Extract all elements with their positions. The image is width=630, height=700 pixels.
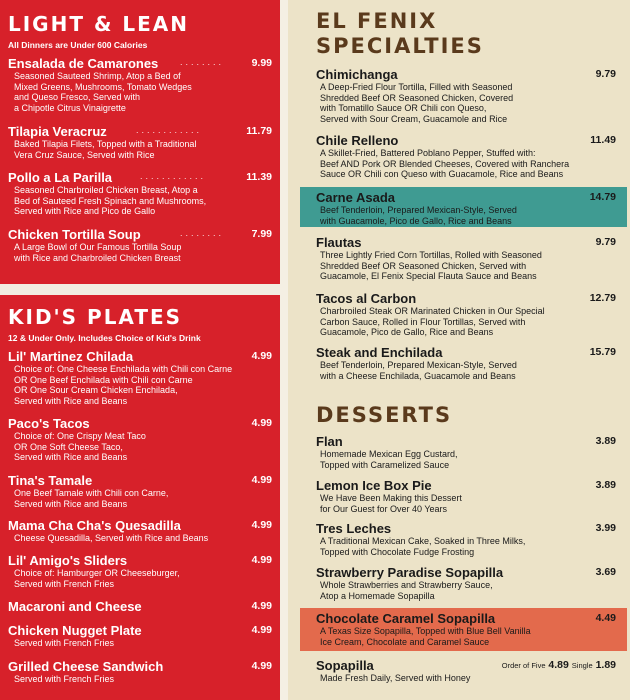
item-price: 4.99	[251, 417, 272, 429]
item-name: Mama Cha Cha's Quesadilla	[8, 518, 181, 533]
item-price: 11.79	[246, 125, 272, 137]
item-price: 14.79	[589, 191, 616, 203]
item-price: 11.49	[590, 134, 616, 146]
desserts-title: DESSERTS	[316, 403, 453, 427]
item-desc: Whole Strawberries and Strawberry Sauce, Atop a Homemade Sopapilla	[320, 580, 493, 601]
menu-item[interactable]	[8, 227, 272, 263]
item-desc: A Traditional Mexican Cake, Soaked in Three Milks, Topped with Chocolate Fudge Frosting	[320, 536, 526, 557]
item-name: Macaroni and Cheese	[8, 599, 142, 614]
item-price: 4.99	[251, 600, 272, 612]
item-price: 12.79	[589, 292, 616, 304]
single-label: Single	[571, 661, 593, 670]
item-desc: Three Lightly Fried Corn Tortillas, Rolled with Seasoned Shredded Beef OR Seasoned Chicken, Served with Guacamole, El Fenix Special Flauta Sauce and Beans	[320, 250, 542, 282]
item-price: 4.99	[251, 519, 272, 531]
item-desc: We Have Been Making this Dessert for Our Guest for Over 40 Years	[320, 493, 462, 514]
menu-item[interactable]	[8, 170, 272, 217]
leader-dots: ........	[180, 228, 225, 238]
item-price: 9.79	[595, 68, 616, 80]
item-price: 3.69	[595, 566, 616, 578]
item-desc: Made Fresh Daily, Served with Honey	[320, 673, 471, 683]
light-lean-title: LIGHT & LEAN	[8, 12, 189, 36]
menu-item[interactable]	[8, 659, 272, 685]
menu-item[interactable]	[8, 518, 272, 544]
item-name: Tilapia Veracruz	[8, 124, 107, 139]
item-price: 11.39	[246, 171, 272, 183]
item-name: Pollo a La Parilla	[8, 170, 113, 185]
item-desc: Choice of: One Crispy Meat Taco OR One Soft Cheese Taco, Served with Rice and Beans	[14, 431, 146, 463]
item-name: Grilled Cheese Sandwich	[8, 659, 164, 674]
specialties-title-line1: EL FENIX	[316, 9, 438, 33]
item-name: Lil' Martinez Chilada	[8, 349, 134, 364]
item-name: Chocolate Caramel Sopapilla	[316, 611, 496, 626]
item-name: Flautas	[316, 235, 362, 250]
item-name: Steak and Enchilada	[316, 345, 443, 360]
menu-item[interactable]	[8, 349, 272, 407]
item-name: Lil' Amigo's Sliders	[8, 553, 128, 568]
menu-item[interactable]	[8, 553, 272, 589]
item-desc: Choice of: One Cheese Enchilada with Chili con Carne OR One Beef Enchilada with Chili con Carne OR One Sour Cream Chicken Enchilada, Served with Rice and Beans	[14, 364, 233, 407]
leader-dots: ............	[140, 171, 207, 181]
item-desc: Baked Tilapia Filets, Topped with a Traditional Vera Cruz Sauce, Served with Rice	[14, 139, 197, 160]
item-desc: Served with French Fries	[14, 674, 115, 684]
item-price: 7.99	[251, 228, 272, 240]
item-price: 15.79	[589, 346, 616, 358]
kids-plates-title: KID'S PLATES	[8, 305, 183, 329]
item-desc: Homemade Mexican Egg Custard, Topped with Caramelized Sauce	[320, 449, 458, 470]
item-price: 4.99	[251, 350, 272, 362]
item-desc: A Texas Size Sopapilla, Topped with Blue Bell Vanilla Ice Cream, Chocolate and Caramel Sauce	[320, 626, 531, 647]
item-name: Tacos al Carbon	[316, 291, 417, 306]
leader-dots: ........	[180, 57, 225, 67]
item-desc: A Deep-Fried Flour Tortilla, Filled with Seasoned Shredded Beef OR Seasoned Chicken, Covered with Tomatillo Sauce OR Chili con Queso, Served with Sour Cream, Guacamole and Rice	[320, 82, 514, 125]
menu-item[interactable]	[316, 434, 616, 470]
item-price: 9.99	[251, 57, 272, 69]
item-name: Chicken Tortilla Soup	[8, 227, 141, 242]
item-price: 4.99	[251, 624, 272, 636]
item-name: Chicken Nugget Plate	[8, 623, 142, 638]
single-price: 1.89	[595, 659, 616, 671]
column-divider	[280, 0, 288, 700]
item-name: Chimichanga	[316, 67, 398, 82]
item-desc: A Large Bowl of Our Famous Tortilla Soup with Rice and Charbroiled Chicken Breast	[14, 242, 182, 263]
item-price: 4.99	[251, 474, 272, 486]
menu-item[interactable]	[316, 658, 616, 684]
sopapilla-prices	[502, 659, 616, 671]
item-name: Lemon Ice Box Pie	[316, 478, 432, 493]
item-price: 3.89	[595, 479, 616, 491]
light-lean-subtitle: All Dinners are Under 600 Calories	[8, 40, 148, 50]
menu-item[interactable]	[8, 124, 272, 160]
menu-item[interactable]	[316, 521, 616, 557]
menu-item[interactable]	[316, 190, 616, 226]
item-name: Paco's Tacos	[8, 416, 90, 431]
item-name: Tres Leches	[316, 521, 392, 536]
item-desc: Seasoned Sauteed Shrimp, Atop a Bed of Mixed Greens, Mushrooms, Tomato Wedges and Queso Fresco, Served with a Chipotle Citrus Vinaigrette	[14, 71, 192, 114]
item-desc: Beef Tenderloin, Prepared Mexican-Style, Served with Guacamole, Pico de Gallo, Rice and Beans	[320, 205, 517, 226]
item-name: Ensalada de Camarones	[8, 56, 159, 71]
leader-dots: ............	[136, 125, 203, 135]
item-desc: A Skillet-Fried, Battered Poblano Pepper, Stuffed with: Beef AND Pork OR Blended Cheeses, Covered with Ranchera Sauce OR Chili con Queso with Guacamole, Rice and Beans	[320, 148, 570, 180]
item-price: 9.79	[595, 236, 616, 248]
menu-item[interactable]	[8, 473, 272, 509]
item-price: 4.99	[251, 554, 272, 566]
menu-item[interactable]	[316, 235, 616, 282]
menu-item[interactable]	[316, 565, 616, 601]
menu-item[interactable]	[316, 67, 616, 125]
menu-item[interactable]	[316, 478, 616, 514]
item-desc: Served with French Fries	[14, 638, 115, 648]
menu-item[interactable]	[8, 623, 272, 649]
item-name: Carne Asada	[316, 190, 395, 205]
item-desc: Beef Tenderloin, Prepared Mexican-Style, Served with a Cheese Enchilada, Guacamole and Beans	[320, 360, 517, 381]
specialties-title-line2: SPECIALTIES	[316, 34, 484, 58]
item-desc: Charbroiled Steak OR Marinated Chicken in Our Special Carbon Sauce, Rolled in Flour Tortillas, Served with Guacamole, Pico de Gallo, Rice and Beans	[320, 306, 545, 338]
menu-item[interactable]	[316, 611, 616, 647]
kids-plates-subtitle: 12 & Under Only. Includes Choice of Kid's Drink	[8, 333, 201, 343]
item-price: 4.49	[595, 612, 616, 624]
item-name: Sopapilla	[316, 658, 374, 673]
order-five-label: Order of Five	[501, 661, 546, 670]
menu-item[interactable]	[316, 291, 616, 338]
menu-item[interactable]	[8, 416, 272, 463]
item-name: Strawberry Paradise Sopapilla	[316, 565, 504, 580]
menu-item[interactable]	[316, 345, 616, 381]
item-price: 3.99	[595, 522, 616, 534]
item-name: Tina's Tamale	[8, 473, 93, 488]
order-five-price: 4.89	[548, 659, 569, 671]
item-name: Chile Relleno	[316, 133, 399, 148]
item-desc: One Beef Tamale with Chili con Carne, Served with Rice and Beans	[14, 488, 169, 509]
item-desc: Cheese Quesadilla, Served with Rice and Beans	[14, 533, 209, 543]
panel-gap	[0, 284, 280, 295]
menu-item[interactable]	[8, 599, 272, 614]
item-desc: Choice of: Hamburger OR Cheeseburger, Served with French Fries	[14, 568, 180, 589]
item-name: Flan	[316, 434, 343, 449]
item-price: 4.99	[251, 660, 272, 672]
item-price: 3.89	[595, 435, 616, 447]
menu-item[interactable]	[316, 133, 616, 180]
item-desc: Seasoned Charbroiled Chicken Breast, Atop a Bed of Sauteed Fresh Spinach and Mushrooms, Served with Rice and Pico de Gallo	[14, 185, 207, 217]
menu-item[interactable]	[8, 56, 272, 114]
